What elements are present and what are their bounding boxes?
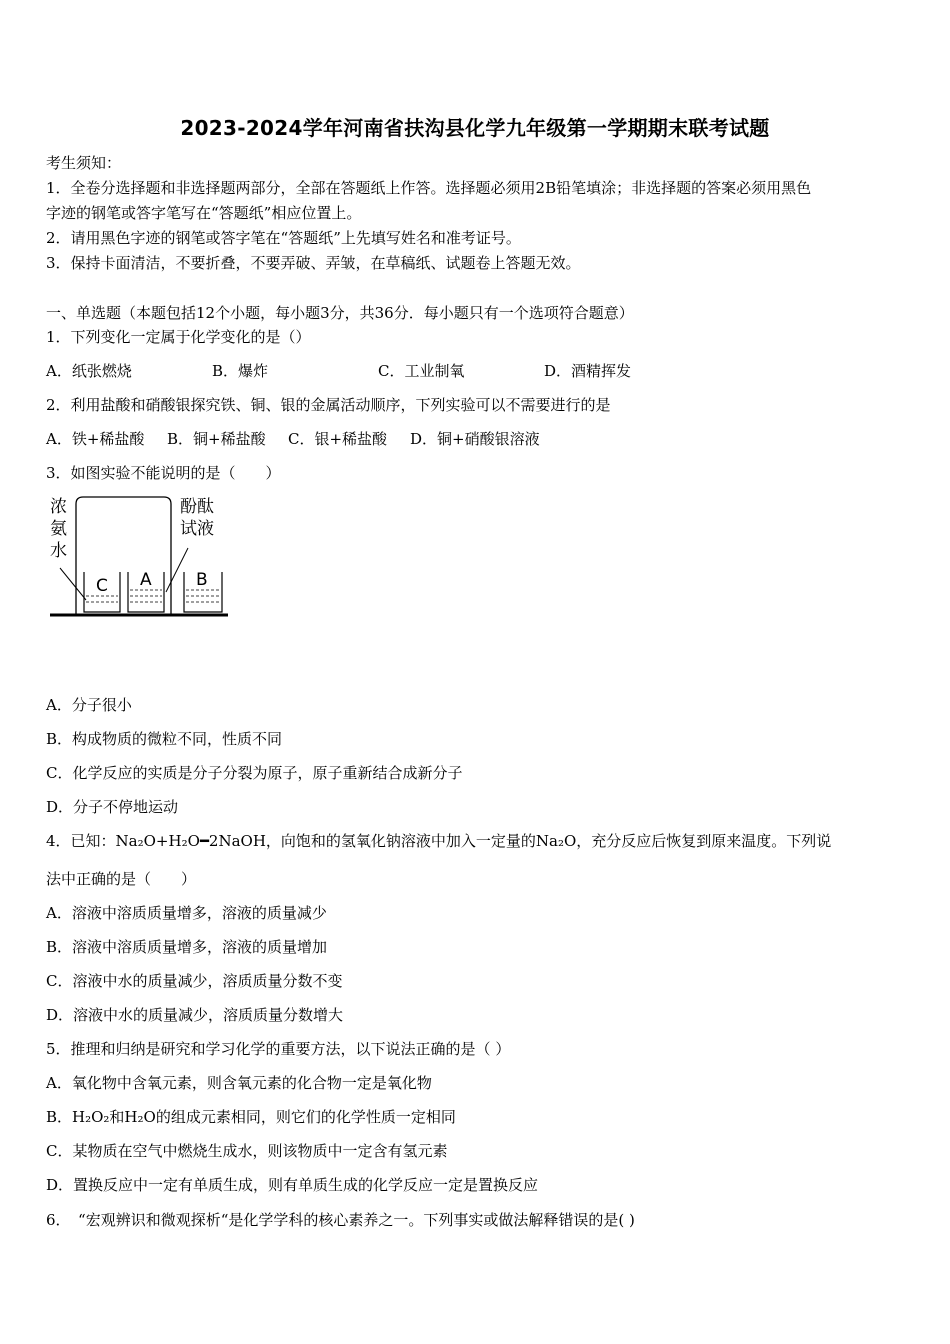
option-d[interactable]: D．溶液中水的质量减少，溶质质量分数增大 — [46, 1006, 344, 1024]
ammonia-diffusion-figure — [46, 492, 236, 622]
option-c[interactable]: C．化学反应的实质是分子分裂为原子，原子重新结合成新分子 — [46, 764, 463, 782]
question-1-stem: 1．下列变化一定属于化学变化的是（） — [46, 328, 311, 346]
notice-heading: 考生须知： — [46, 154, 122, 172]
option-d[interactable]: D．铜+硝酸银溶液 — [410, 430, 540, 448]
label-phenolphthalein-1: 酚酞 — [180, 497, 214, 517]
option-c[interactable]: C．工业制氧 — [378, 362, 465, 380]
option-a[interactable]: A．分子很小 — [46, 696, 132, 714]
question-5-stem: 5．推理和归纳是研究和学习化学的重要方法，以下说法正确的是（ ） — [46, 1040, 511, 1058]
option-a[interactable]: A．溶液中溶质质量增多，溶液的质量减少 — [46, 904, 327, 922]
option-a[interactable]: A．铁+稀盐酸 — [46, 430, 145, 448]
question-1-options — [46, 361, 631, 381]
beaker-c-label: C — [96, 576, 108, 596]
notice-item: 2．请用黑色字迹的钢笔或答字笔在“答题纸”上先填写姓名和准考证号。 — [46, 229, 521, 247]
beaker-b-label: B — [196, 570, 208, 590]
section-heading: 一、单选题（本题包括12个小题，每小题3分，共36分．每小题只有一个选项符合题意） — [46, 304, 634, 322]
option-b[interactable]: B．爆炸 — [212, 362, 269, 380]
label-phenolphthalein-2: 试液 — [180, 519, 214, 539]
beaker-a-label: A — [140, 570, 152, 590]
question-6-stem: 6． “宏观辨识和微观探析“是化学学科的核心素养之一。下列事实或做法解释错误的是( ) — [46, 1211, 635, 1229]
option-c[interactable]: C．银+稀盐酸 — [288, 430, 388, 448]
option-d[interactable]: D．酒精挥发 — [544, 362, 632, 380]
label-ammonia-3: 水 — [50, 541, 67, 561]
notice-item: 1．全卷分选择题和非选择题两部分，全部在答题纸上作答。选择题必须用2B铅笔填涂；非选择题的答案必须用黑色 — [46, 179, 812, 197]
pointer-ammonia — [60, 568, 86, 600]
label-ammonia-2: 氨 — [50, 519, 67, 539]
question-4-stem: 4．已知：Na₂O+H₂O━2NaOH，向饱和的氢氧化钠溶液中加入一定量的Na₂O，充分反应后恢复到原来温度。下列说 — [46, 832, 832, 850]
pointer-phenolphthalein — [166, 548, 188, 592]
option-b[interactable]: B．H₂O₂和H₂O的组成元素相同，则它们的化学性质一定相同 — [46, 1108, 456, 1126]
notice-item: 字迹的钢笔或答字笔写在“答题纸”相应位置上。 — [46, 204, 362, 222]
option-d[interactable]: D．置换反应中一定有单质生成，则有单质生成的化学反应一定是置换反应 — [46, 1176, 539, 1194]
question-2-stem: 2．利用盐酸和硝酸银探究铁、铜、银的金属活动顺序，下列实验可以不需要进行的是 — [46, 396, 611, 414]
option-b[interactable]: B．溶液中溶质质量增多，溶液的质量增加 — [46, 938, 328, 956]
option-a[interactable]: A．纸张燃烧 — [46, 362, 132, 380]
exam-title: 2023-2024学年河南省扶沟县化学九年级第一学期期末联考试题 — [180, 116, 770, 140]
option-d[interactable]: D．分子不停地运动 — [46, 798, 179, 816]
option-b[interactable]: B．构成物质的微粒不同，性质不同 — [46, 730, 283, 748]
question-4-stem-cont: 法中正确的是（ ） — [46, 870, 197, 888]
bell-jar — [76, 497, 171, 614]
option-c[interactable]: C．某物质在空气中燃烧生成水，则该物质中一定含有氢元素 — [46, 1142, 448, 1160]
question-2-options — [46, 429, 540, 449]
question-3-stem: 3．如图实验不能说明的是（ ） — [46, 464, 281, 482]
option-a[interactable]: A．氧化物中含氧元素，则含氧元素的化合物一定是氧化物 — [46, 1074, 432, 1092]
label-ammonia-1: 浓 — [50, 497, 67, 517]
option-b[interactable]: B．铜+稀盐酸 — [167, 430, 266, 448]
notice-item: 3．保持卡面清洁，不要折叠，不要弄破、弄皱，在草稿纸、试题卷上答题无效。 — [46, 254, 581, 272]
option-c[interactable]: C．溶液中水的质量减少，溶质质量分数不变 — [46, 972, 343, 990]
